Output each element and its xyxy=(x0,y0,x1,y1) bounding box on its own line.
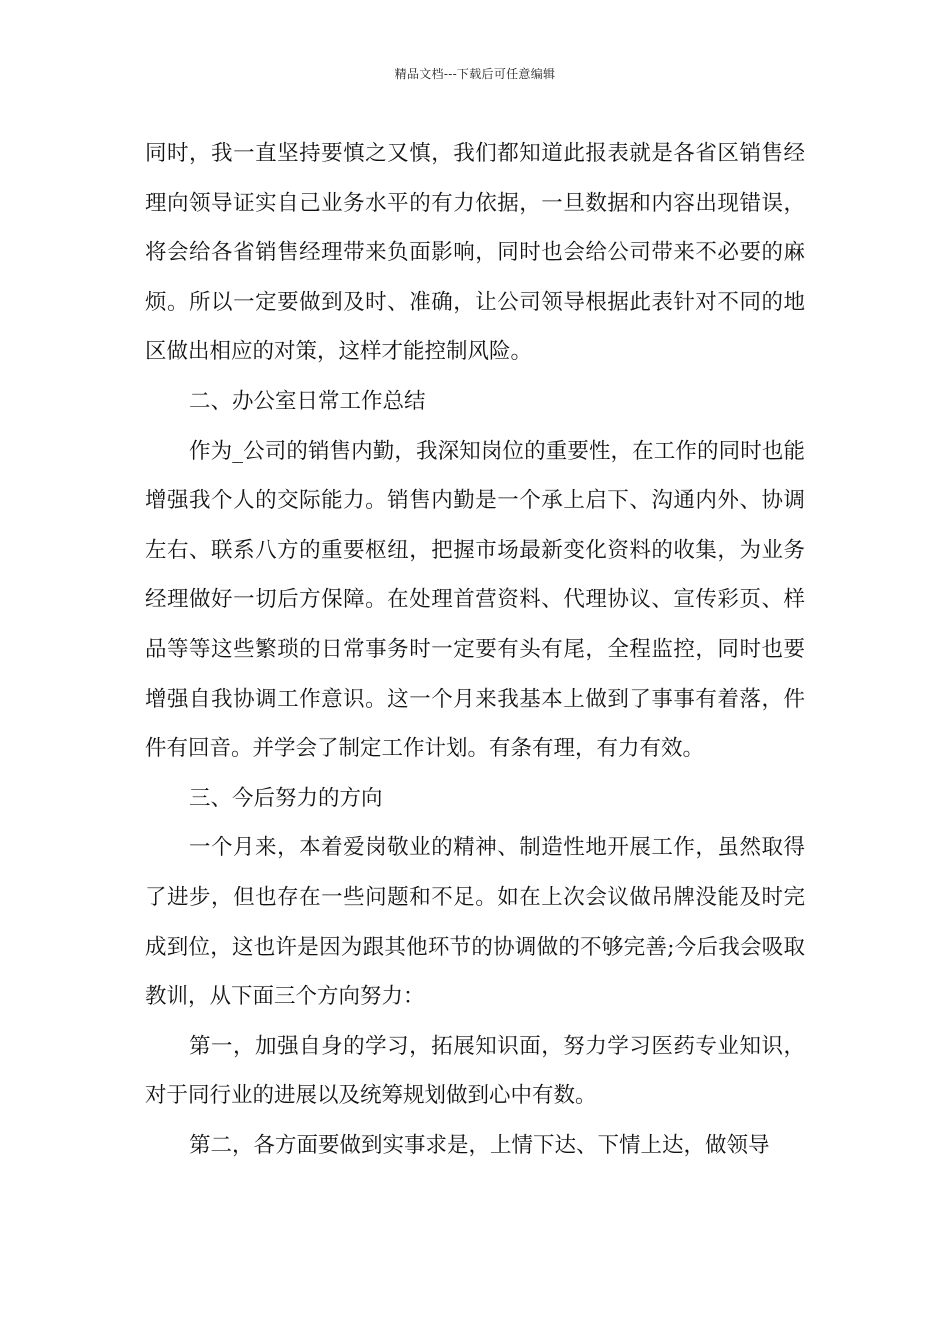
paragraph-office-work: 作为_公司的销售内勤，我深知岗位的重要性，在工作的同时也能增强我个人的交际能力。销售内勤是一个承上启下、沟通内外、协调左右、联系八方的重要枢纽，把握市场最新变化资料的收集，为业务经理做好一切后方保障。在处理首营资料、代理协议、宣传彩页、样品等等这些繁琐的日常事务时一定要有头有尾，全程监控，同时也要增强自我协调工作意识。这一个月来我基本上做到了事事有着落，件件有回音。并学会了制定工作计划。有条有理，有力有效。 xyxy=(145,438,805,762)
paragraph-continuation: 同时，我一直坚持要慎之又慎，我们都知道此报表就是各省区销售经理向领导证实自己业务水平的有力依据，一旦数据和内容出现错误，将会给各省销售经理带来负面影响，同时也会给公司带来不必要的麻烦。所以一定要做到及时、准确，让公司领导根据此表针对不同的地区做出相应的对策，这样才能控制风险。 xyxy=(145,141,805,365)
page-header: 精品文档---下载后可任意编辑 xyxy=(394,67,556,81)
paragraph-future-intro: 一个月来，本着爱岗敬业的精神、制造性地开展工作，虽然取得了进步，但也存在一些问题和不足。如在上次会议做吊牌没能及时完成到位，这也许是因为跟其他环节的协调做的不够完善;今后我会吸取教训，从下面三个方向努力： xyxy=(145,835,805,1010)
document-body xyxy=(145,129,805,1170)
section-heading-office-work: 二、办公室日常工作总结 xyxy=(189,388,426,414)
paragraph-first-point: 第一，加强自身的学习，拓展知识面，努力学习医药专业知识，对于同行业的进展以及统筹规划做到心中有数。 xyxy=(145,1033,805,1109)
paragraph-second-point: 第二，各方面要做到实事求是，上情下达、下情上达，做领导 xyxy=(189,1132,770,1158)
section-heading-future-direction: 三、今后努力的方向 xyxy=(189,785,383,811)
